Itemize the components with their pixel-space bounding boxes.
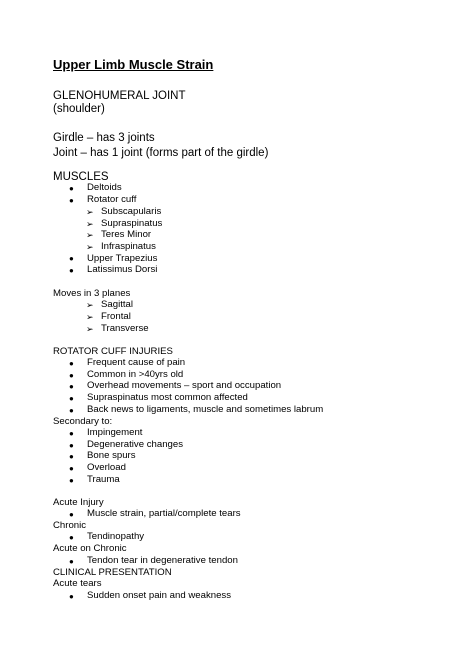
planes-heading: Moves in 3 planes xyxy=(53,288,131,299)
list-item: Supraspinatus most common affected xyxy=(87,392,248,403)
muscles-heading: MUSCLES xyxy=(53,171,109,183)
acute-injury-heading: Acute Injury xyxy=(53,497,104,508)
arrow-bullet-icon: ➢ xyxy=(86,242,94,252)
bullet-icon: ● xyxy=(69,406,74,415)
sub-list-item: Transverse xyxy=(101,323,149,334)
bullet-icon: ● xyxy=(69,441,74,450)
list-item: Rotator cuff xyxy=(87,194,137,205)
sub-list-item: Frontal xyxy=(101,311,131,322)
sub-list-item: Sagittal xyxy=(101,299,133,310)
sub-list-item: Supraspinatus xyxy=(101,218,163,229)
list-item: Overload xyxy=(87,462,126,473)
list-item: Tendon tear in degenerative tendon xyxy=(87,555,238,566)
bullet-icon: ● xyxy=(69,371,74,380)
bullet-icon: ● xyxy=(69,557,74,566)
list-item: Degenerative changes xyxy=(87,439,184,450)
bullet-icon: ● xyxy=(69,592,74,601)
list-item: Bone spurs xyxy=(87,450,136,461)
injuries-heading: ROTATOR CUFF INJURIES xyxy=(53,346,173,357)
list-item: Frequent cause of pain xyxy=(87,357,186,368)
list-item: Upper Trapezius xyxy=(87,253,158,264)
sub-list-item: Infraspinatus xyxy=(101,241,156,252)
list-item: Sudden onset pain and weakness xyxy=(87,590,232,601)
bullet-icon: ● xyxy=(69,196,74,205)
arrow-bullet-icon: ➢ xyxy=(86,324,94,334)
bullet-icon: ● xyxy=(69,429,74,438)
bullet-icon: ● xyxy=(69,452,74,461)
joint-subheading: (shoulder) xyxy=(53,103,105,115)
acute-tears-heading: Acute tears xyxy=(53,578,102,589)
clinical-heading: CLINICAL PRESENTATION xyxy=(53,567,172,578)
list-item: Deltoids xyxy=(87,182,122,193)
bullet-icon: ● xyxy=(69,510,74,519)
arrow-bullet-icon: ➢ xyxy=(86,219,94,229)
girdle-line: Girdle – has 3 joints xyxy=(53,132,155,144)
bullet-icon: ● xyxy=(69,184,74,193)
bullet-icon: ● xyxy=(69,464,74,473)
sub-list-item: Subscapularis xyxy=(101,206,162,217)
bullet-icon: ● xyxy=(69,382,74,391)
list-item: Trauma xyxy=(87,474,120,485)
arrow-bullet-icon: ➢ xyxy=(86,207,94,217)
page-title: Upper Limb Muscle Strain xyxy=(53,57,214,72)
arrow-bullet-icon: ➢ xyxy=(86,312,94,322)
list-item: Muscle strain, partial/complete tears xyxy=(87,508,241,519)
list-item: Common in >40yrs old xyxy=(87,369,184,380)
acute-on-chronic-heading: Acute on Chronic xyxy=(53,543,127,554)
list-item: Latissimus Dorsi xyxy=(87,264,158,275)
bullet-icon: ● xyxy=(69,476,74,485)
sub-list-item: Teres Minor xyxy=(101,229,152,240)
bullet-icon: ● xyxy=(69,254,74,263)
arrow-bullet-icon: ➢ xyxy=(86,230,94,240)
list-item: Tendinopathy xyxy=(87,531,145,542)
joint-heading: GLENOHUMERAL JOINT xyxy=(53,90,186,102)
chronic-heading: Chronic xyxy=(53,520,87,531)
secondary-heading: Secondary to: xyxy=(53,416,113,427)
bullet-icon: ● xyxy=(69,359,74,368)
list-item: Back news to ligaments, muscle and sometimes labrum xyxy=(87,404,324,415)
list-item: Overhead movements – sport and occupation xyxy=(87,380,282,391)
joint-line: Joint – has 1 joint (forms part of the girdle) xyxy=(53,147,269,159)
arrow-bullet-icon: ➢ xyxy=(86,300,94,310)
bullet-icon: ● xyxy=(69,394,74,403)
bullet-icon: ● xyxy=(69,533,74,542)
bullet-icon: ● xyxy=(69,266,74,275)
list-item: Impingement xyxy=(87,427,143,438)
